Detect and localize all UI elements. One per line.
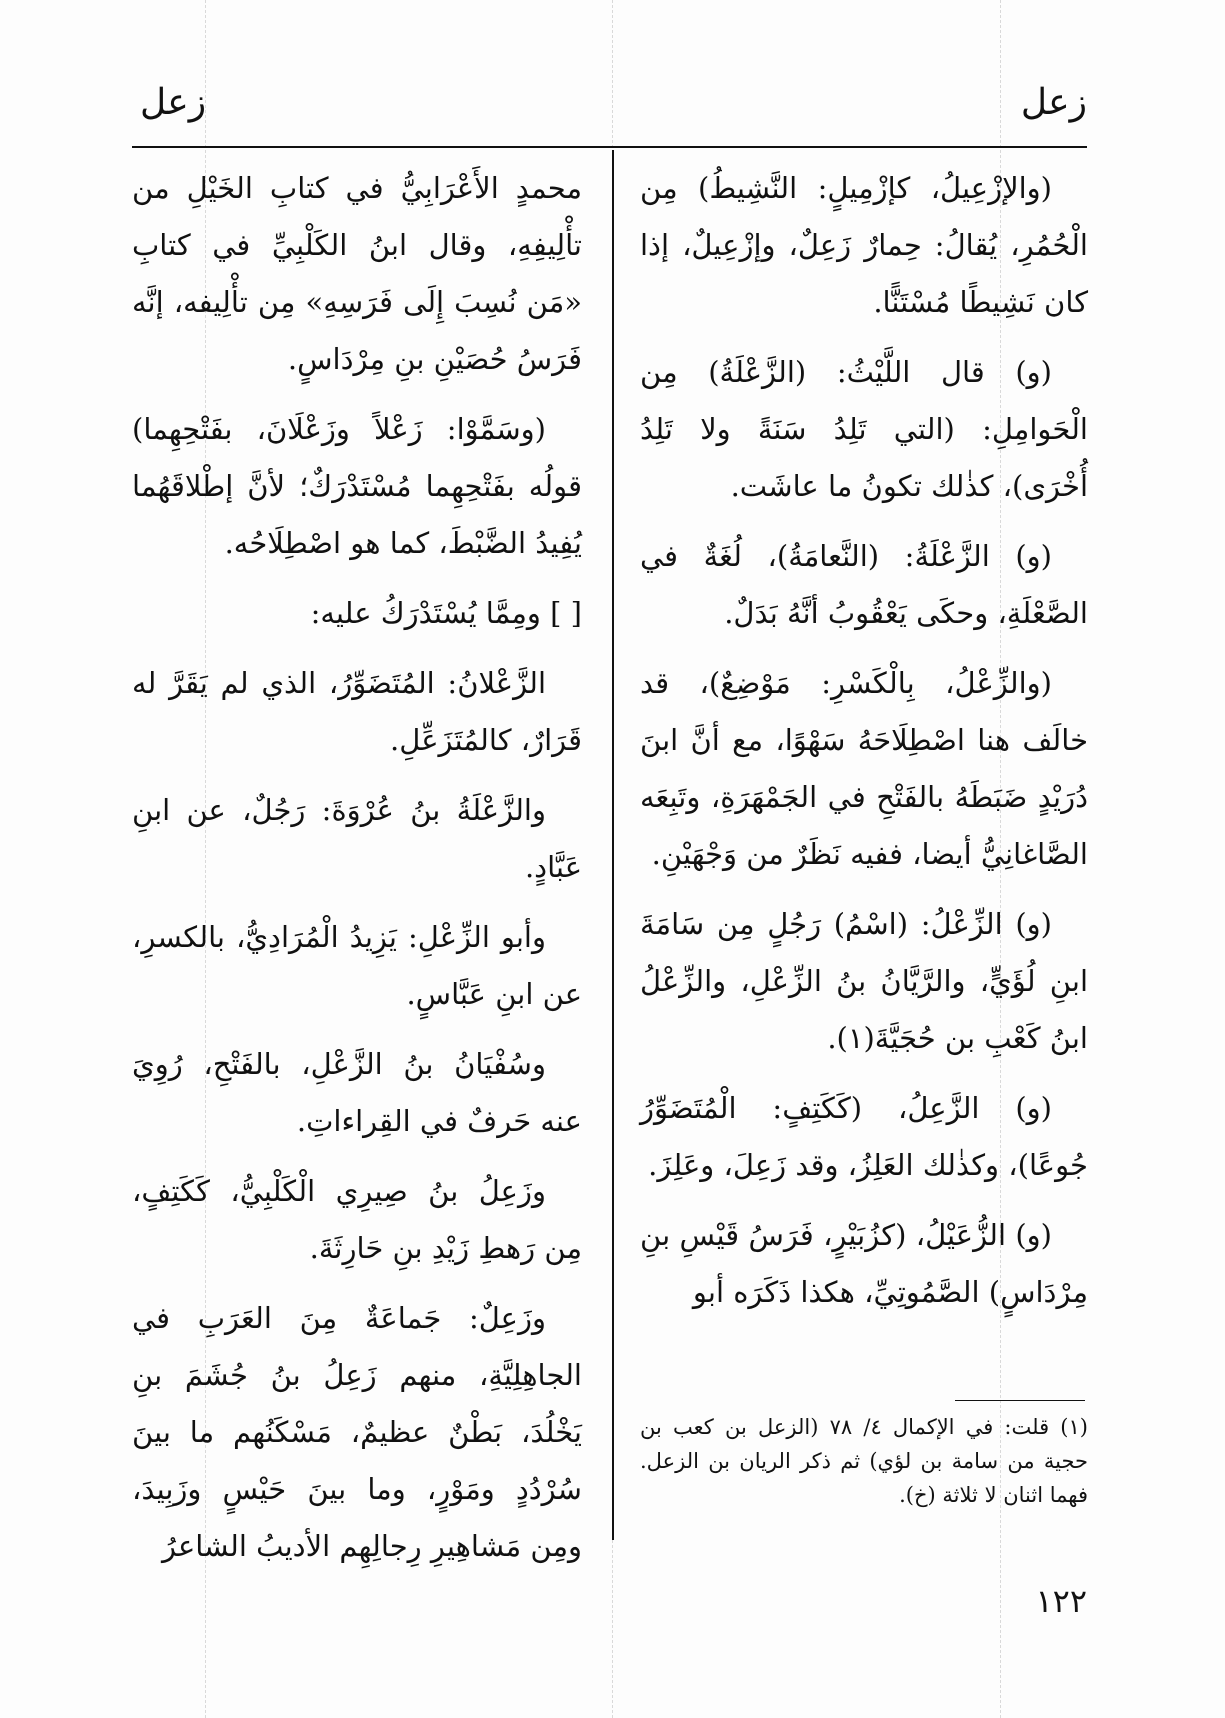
entry-paragraph: (و) الزَّعِلُ، (كَكَتِفٍ: الْمُتَضَوِّرُ جُوعًا)، وكذٰلك العَلِزُ، وقد زَعِلَ، وعَلِزَ. [640, 1091, 1088, 1182]
supplement-heading: [ ] ومِمَّا يُسْتَدْرَكُ عليه: [310, 596, 582, 630]
entry-paragraph: (والزِّعْلُ، بِالْكَسْرِ: مَوْضِعٌ)، قد خالَف هنا اصْطِلَاحَهُ سَهْوًا، مع أنَّ ابنَ دُرَيْدٍ ضَبَطَهُ بالفَتْحِ في الجَمْهَرَةِ، وتَبِعَه الصَّاغانِيُّ أيضا، ففيه نَظَرٌ من وَجْهَيْنِ. [640, 666, 1088, 871]
entry-paragraph: (وسَمَّوْا: زَعْلاً وزَعْلَانَ، بفَتْحِهِما) قولُه بفَتْحِهِما مُسْتَدْرَكٌ؛ لأنَّ إطْلاقَهُما يُفِيدُ الضَّبْطَ، كما هو اصْطِلَاحُه. [132, 412, 582, 560]
entry-paragraph: (و) قال اللَّيْثُ: (الزَّعْلَةُ) مِن الْحَوامِلِ: (التي تَلِدُ سَنَةً ولا تَلِدُ أُخْرَى)، كذٰلك تكونُ ما عاشَت. [640, 355, 1088, 503]
column-divider [612, 150, 614, 1540]
entry-paragraph: محمدٍ الأَعْرَابِيُّ في كتابِ الخَيْلِ من تأْلِيفِهِ، وقال ابنُ الكَلْبِيِّ في كتابِ «مَن نُسِبَ إِلَى فَرَسِهِ» مِن تأْلِيفه، إنَّه فَرَسُ حُصَيْنِ بنِ مِرْدَاسٍ. [132, 171, 582, 376]
page-number: ١٢٢ [1035, 1582, 1087, 1620]
entry-paragraph: (والإزْعِيلُ، كإزْمِيلٍ: النَّشِيطُ) مِن الْحُمُرِ، يُقالُ: حِمارٌ زَعِلٌ، وإزْعِيلٌ، إذا كان نَشِيطًا مُسْتَنًّا. [640, 171, 1088, 319]
footnote: (١) قلت: في الإكمال ٤/ ٧٨ (الزعل بن كعب بن حجية من سامة بن لؤي) ثم ذكر الريان بن الزعل. فهما اثنان لا ثلاثة (خ). [640, 1415, 1088, 1507]
entry-paragraph: الزَّعْلانُ: المُتَضَوِّرُ، الذي لم يَقَرَّ له قَرَارٌ، كالمُتَزَعِّلِ. [132, 666, 582, 757]
entry-paragraph: وزَعِلُ بنُ صِيرِي الْكَلْبِيُّ، كَكَتِفٍ، مِن رَهطِ زَيْدِ بنِ حَارِثَةَ. [132, 1174, 582, 1265]
entry-paragraph: (و) الزَّعْلَةُ: (النَّعامَةُ)، لُغَةٌ في الصَّعْلَةِ، وحكَى يَعْقُوبُ أنَّهُ بَدَلٌ. [640, 539, 1088, 630]
running-head-right: زعل [1020, 82, 1087, 123]
entry-paragraph: (و) الزِّعْلُ: (اسْمُ) رَجُلٍ مِن سَامَةَ ابنِ لُؤَيٍّ، والرَّيَّانُ بنُ الزِّعْلِ، والزِّعْلُ ابنُ كَعْبِ بن حُجَيَّةَ(١). [640, 907, 1088, 1055]
right-column [640, 160, 1088, 1334]
entry-paragraph: (و) الزُّعَيْلُ، (كزُبَيْرٍ، فَرَسُ قَيْسِ بنِ مِرْدَاسٍ) الصَّمُوتِيِّ، هكذا ذَكَرَه أبو [640, 1218, 1088, 1309]
entry-paragraph: والزَّعْلَةُ بنُ عُرْوَةَ: رَجُلٌ، عن ابنِ عَبَّادٍ. [132, 793, 582, 884]
running-head-left: زعل [140, 82, 207, 123]
entry-paragraph: وأبو الزِّعْلِ: يَزِيدُ الْمُرَادِيُّ، بالكسرِ، عن ابنِ عَبَّاسٍ. [132, 920, 582, 1011]
footnote-rule [955, 1400, 1085, 1401]
header-rule [132, 146, 1087, 148]
entry-paragraph: وزَعِلٌ: جَماعَةٌ مِنَ العَرَبِ في الجاهِلِيَّةِ، منهم زَعِلُ بنُ جُشَمَ بنِ يَخْلُدَ، بَطْنٌ عظيمٌ، مَسْكَنُهم ما بينَ سُرْدُدٍ ومَوْرٍ، وما بينَ حَيْسٍ وزَبِيدَ، ومِن مَشاهِيرِ رِجالِهِم الأديبُ الشاعرُ [132, 1301, 582, 1563]
entry-paragraph: وسُفْيَانُ بنُ الزَّعْلِ، بالفَتْحِ، رُوِيَ عنه حَرفٌ في القِراءاتِ. [132, 1047, 582, 1138]
left-column [132, 160, 582, 1588]
